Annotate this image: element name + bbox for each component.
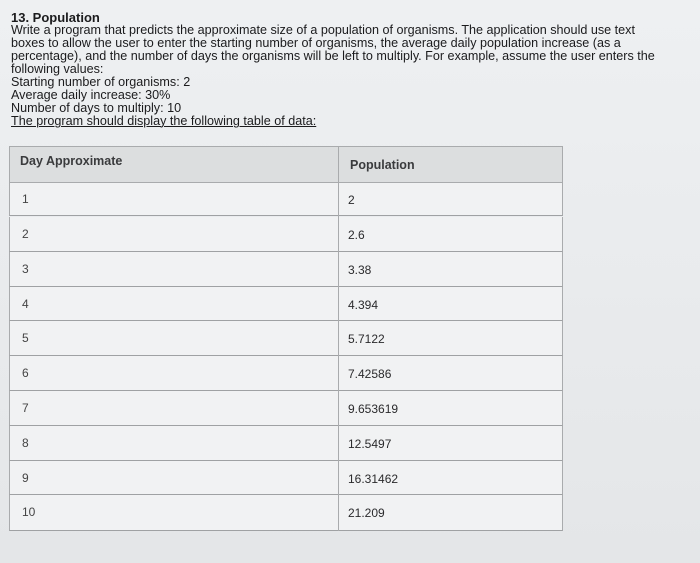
problem-body-line: boxes to allow the user to enter the starting number of organisms, the average daily population increase (as a [11,36,621,50]
cell-day: 7 [22,401,29,415]
cell-population: 5.7122 [348,332,385,346]
cell-population: 4.394 [348,298,379,312]
cell-population: 16.31462 [348,472,399,486]
cell-population: 21.209 [348,506,385,520]
cell-day: 3 [22,262,29,276]
table-row [9,461,563,495]
table-row [9,391,563,426]
table-row [9,287,563,321]
cell-population: 12.5497 [348,437,392,451]
cell-day: 2 [22,227,29,241]
cell-day: 10 [22,505,36,519]
table-row [9,183,563,216]
given-starting-organisms: Starting number of organisms: 2 [11,75,191,89]
table-header-row [9,146,563,183]
cell-day: 8 [22,436,29,450]
table-row [9,321,563,356]
problem-body-line: following values: [11,62,104,76]
problem-body-line: Write a program that predicts the approximate size of a population of organisms. The application should use text [11,23,635,37]
table-row [9,426,563,461]
table-intro: The program should display the following table of data: [11,114,317,128]
table-row [9,495,563,531]
given-daily-increase: Average daily increase: 30% [11,88,171,102]
cell-population: 2 [348,193,355,207]
problem-text-block [11,11,683,128]
header-population: Population [350,158,415,172]
table-row [9,252,563,287]
cell-day: 6 [22,366,29,380]
cell-day: 5 [22,331,29,345]
cell-population: 7.42586 [348,367,392,381]
table-row [9,217,563,252]
column-divider [338,146,339,531]
cell-population: 9.653619 [348,402,399,416]
table-row [9,356,563,391]
cell-population: 3.38 [348,263,372,277]
cell-population: 2.6 [348,228,365,242]
problem-title: 13. Population [11,10,100,25]
problem-body-line: percentage), and the number of days the organisms will be left to multiply. For example, assume the user enters the [11,49,655,63]
cell-day: 9 [22,471,29,485]
given-days-to-multiply: Number of days to multiply: 10 [11,101,182,115]
cell-day: 1 [22,192,29,206]
header-day-approximate: Day Approximate [20,154,123,168]
cell-day: 4 [22,297,29,311]
